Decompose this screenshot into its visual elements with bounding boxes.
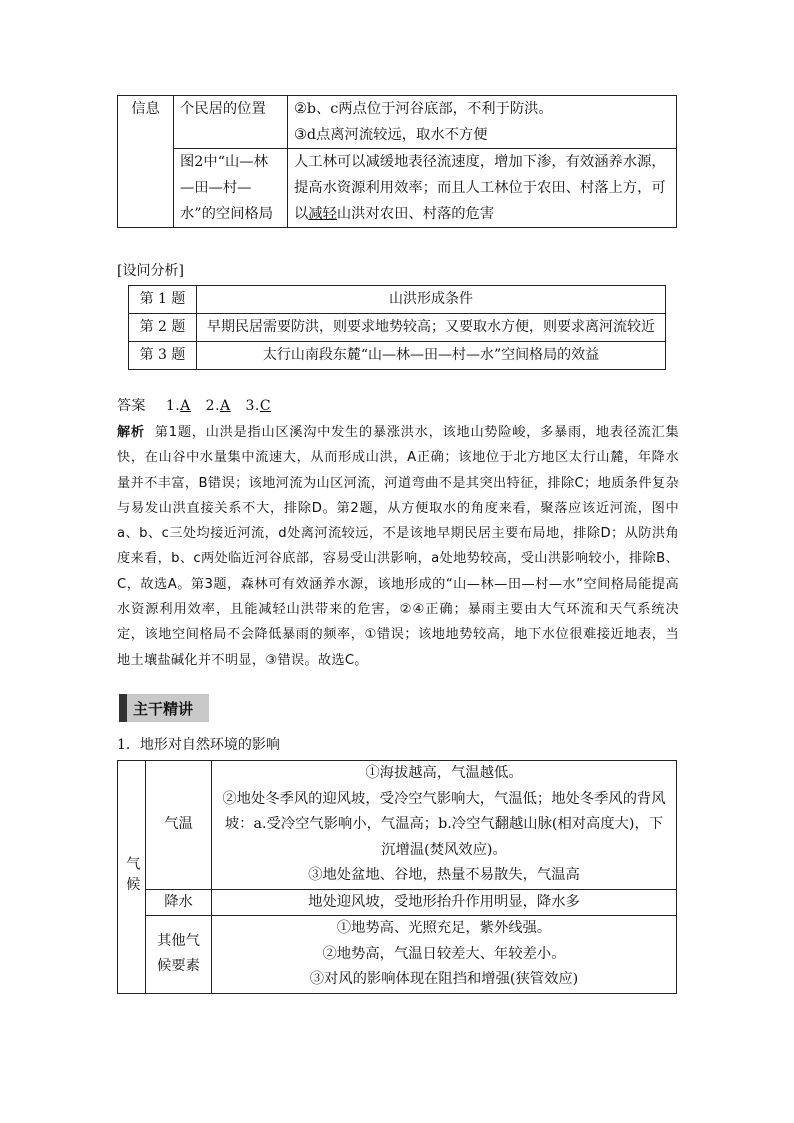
question-number: 第 1 题 bbox=[129, 286, 197, 314]
question-content: 山洪形成条件 bbox=[197, 286, 666, 314]
temp-line: ②地处冬季风的迎风坡，受冷空气影响大，气温低；地处冬季风的背风坡：a.受冷空气影响小，气温高；b.冷空气翻越山脉(相对高度大)，下沉增温(焚风效应)。 bbox=[222, 790, 666, 858]
temp-line: ③地处盆地、谷地，热量不易散失，气温高 bbox=[308, 867, 580, 883]
section-marker bbox=[119, 694, 127, 722]
info-row1-line1: ②b、c两点位于河谷底部，不利于防洪。 bbox=[294, 101, 553, 117]
info-table bbox=[117, 95, 677, 228]
info-row1-right bbox=[288, 96, 677, 149]
answer-label: 答案 bbox=[117, 398, 146, 414]
climate-group-label: 气候 bbox=[124, 856, 141, 898]
analysis-text: 第1题，山洪是指山区溪沟中发生的暴涨洪水，该地山势险峻，多暴雨，地表径流汇集快，在山谷中水量集中流速大，从而形成山洪，A正确；该地位于北方地区太行山麓，年降水量并不丰富，B错误；该地河流为山区河流，河道弯曲不是其突出特征，排除C；地质条件复杂与易发山洪直接关系不大，排除D。第2题，从方便取水的角度来看，聚落应该近河流，图中a、b、c三处均接近河流，d处离河流较远，不是该地早期民居主要布局地，排除D；从防洪角度来看，b、c两处临近河谷底部，容易受山洪影响，a处地势较高，受山洪影响较小，排除B、C，故选A。第3题，森林可有效涵养水源，该地形成的“山—林—田—村—水”空间格局能提高水资源利用效率，且能减轻山洪带来的危害，②④正确；暴雨主要由大气环流和天气系统决定，该地空间格局不会降低暴雨的频率，①错误；该地地势较高，地下水位很难接近地表，当地土壤盐碱化并不明显，③错误。故选C。 bbox=[117, 425, 680, 668]
answer-2: A bbox=[220, 398, 231, 414]
info-row1-line2: ③d点离河流较远，取水不方便 bbox=[294, 127, 488, 143]
terrain-influence-table bbox=[117, 760, 677, 994]
table-row bbox=[129, 286, 666, 314]
question-number: 第 2 题 bbox=[129, 314, 197, 342]
answer-3: C bbox=[259, 398, 272, 414]
analysis-paragraph bbox=[117, 420, 679, 673]
analysis-label: 解析 bbox=[117, 425, 145, 440]
other-line: ①地势高、光照充足，紫外线强。 bbox=[336, 920, 552, 936]
other-elements-label: 其他气候要素 bbox=[146, 916, 212, 994]
underlined-text: 减轻 bbox=[308, 206, 337, 222]
precipitation-content: 地处迎风坡，受地形抬升作用明显，降水多 bbox=[212, 889, 677, 916]
question-content: 早期民居需要防洪，则要求地势较高；又要取水方便，则要求离河流较近 bbox=[197, 314, 666, 342]
temperature-label: 气温 bbox=[146, 761, 212, 890]
answer-line: 答案 1.A 2.A 3.C bbox=[117, 398, 272, 414]
other-elements-content bbox=[212, 916, 677, 994]
info-row1-left: 个民居的位置 bbox=[174, 96, 288, 149]
table-row bbox=[129, 342, 666, 370]
temp-line: ①海拔越高，气温越低。 bbox=[365, 765, 523, 781]
section-title-bar bbox=[119, 694, 209, 722]
temperature-content bbox=[212, 761, 677, 890]
info-row2-left: 图2中“山—林—田—村—水”的空间格局 bbox=[174, 149, 288, 228]
sub-heading: 1．地形对自然环境的影响 bbox=[117, 737, 280, 753]
question-number: 第 3 题 bbox=[129, 342, 197, 370]
other-line: ②地势高，气温日较差大、年较差小。 bbox=[322, 945, 566, 962]
answer-1: A bbox=[180, 398, 191, 414]
info-row2-right: 人工林可以减缓地表径流速度，增加下渗，有效涵养水源，提高水资源利用效率；而且人工林位于农田、村落上方，可以减轻山洪对农田、村落的危害 bbox=[288, 149, 677, 228]
precipitation-label: 降水 bbox=[146, 889, 212, 916]
question-analysis-table bbox=[128, 285, 666, 370]
info-label: 信息 bbox=[118, 96, 174, 228]
section-title: 主干精讲 bbox=[133, 700, 194, 718]
design-analysis-heading: [设问分析] bbox=[117, 263, 184, 279]
climate-group-cell bbox=[118, 761, 146, 994]
table-row bbox=[129, 314, 666, 342]
question-content: 太行山南段东麓“山—林—田—村—水”空间格局的效益 bbox=[197, 342, 666, 370]
other-line: ③对风的影响体现在阻挡和增强(狭管效应) bbox=[309, 971, 579, 987]
